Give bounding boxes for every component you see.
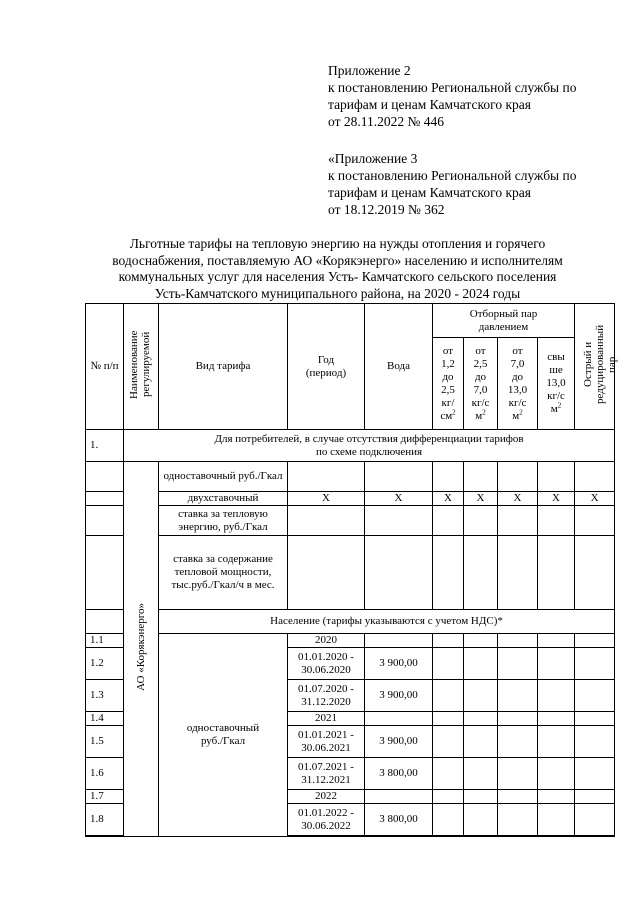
- tariff-capacity-rate: ставка за содержание тепловой мощности, тыс.руб./Гкал/ч в мес.: [159, 536, 288, 610]
- period-cell: 01.01.2022 - 30.06.2022: [288, 804, 365, 836]
- appendix-header-previous: [328, 150, 576, 218]
- period-cell: 01.07.2021 - 31.12.2021: [288, 758, 365, 790]
- period-cell: 01.01.2021 - 30.06.2021: [288, 726, 365, 758]
- header-pressure-3: от 7,0 до 13,0 кг/с $м^2$: [498, 338, 538, 430]
- appendix-line: тарифам и ценам Камчатского края: [328, 97, 531, 112]
- row-num: [86, 610, 124, 634]
- water-value: 3 900,00: [365, 680, 433, 712]
- tariff-single-rate-population: одноставочный руб./Гкал: [159, 634, 288, 837]
- x-mark: Х: [288, 492, 365, 506]
- title-line: Усть-Камчатского муниципального района, на 2020 - 2024 годы: [154, 285, 521, 301]
- header-pressure-4: свы ше 13,0 кг/с $м^2$: [538, 338, 575, 430]
- population-header: Население (тарифы указываются с учетом НДС)*: [159, 610, 615, 634]
- row-num: 1.2: [86, 648, 124, 680]
- x-mark: Х: [538, 492, 575, 506]
- tariff-two-rate: двухставочный: [159, 492, 288, 506]
- row-num: 1.5: [86, 726, 124, 758]
- period-cell: 01.07.2020 - 31.12.2020: [288, 680, 365, 712]
- header-num: № п/п: [86, 304, 124, 430]
- row-num: [86, 836, 124, 837]
- x-mark: Х: [433, 492, 464, 506]
- document-title: [60, 236, 615, 302]
- title-line: Льготные тарифы на тепловую энергию на нужды отопления и горячего: [129, 236, 546, 251]
- header-water: Вода: [365, 304, 433, 430]
- row-num: [86, 506, 124, 536]
- header-tariff-type: Вид тарифа: [159, 304, 288, 430]
- section-title: Для потребителей, в случае отсутствия дифференциации тарифов по схеме подключения: [124, 430, 615, 462]
- appendix-line: от 28.11.2022 № 446: [328, 114, 444, 129]
- water-value: 3 900,00: [365, 648, 433, 680]
- x-mark: Х: [575, 492, 615, 506]
- water-value: [365, 712, 433, 726]
- appendix-header: [328, 62, 576, 130]
- row-num: 1.7: [86, 790, 124, 804]
- period-cell: 2021: [288, 712, 365, 726]
- tariff-single-rate: одноставочный руб./Гкал: [159, 462, 288, 492]
- period-cell: [288, 836, 365, 837]
- water-value: 3 800,00: [365, 804, 433, 836]
- period-cell: 01.01.2020 - 30.06.2020: [288, 648, 365, 680]
- row-num: [86, 492, 124, 506]
- x-mark: Х: [464, 492, 498, 506]
- row-num: [86, 462, 124, 492]
- tariff-table: [85, 303, 618, 837]
- row-num: 1.3: [86, 680, 124, 712]
- row-num: [86, 536, 124, 610]
- x-mark: Х: [365, 492, 433, 506]
- row-num: 1.1: [86, 634, 124, 648]
- header-pressure-1: от 1,2 до 2,5 кг/ $см^2$: [433, 338, 464, 430]
- water-value: [365, 634, 433, 648]
- appendix-line: Приложение 2: [328, 63, 411, 78]
- water-value: 3 900,00: [365, 726, 433, 758]
- appendix-line: «Приложение 3: [328, 151, 418, 166]
- header-year: Год (период): [288, 304, 365, 430]
- header-org: Наименование регулируемой: [124, 304, 159, 430]
- period-cell: 2022: [288, 790, 365, 804]
- header-steam: Отборный пар давлением: [433, 304, 575, 338]
- appendix-line: тарифам и ценам Камчатского края: [328, 185, 531, 200]
- section-num: 1.: [86, 430, 124, 462]
- appendix-line: к постановлению Региональной службы по: [328, 168, 577, 183]
- period-cell: 2020: [288, 634, 365, 648]
- title-line: водоснабжения, поставляемую АО «Корякэнерго» населению и исполнителям: [112, 252, 563, 268]
- header-sharp-steam: Острый и редуцированный пар: [575, 304, 615, 430]
- water-value: [365, 790, 433, 804]
- row-num: 1.8: [86, 804, 124, 836]
- appendix-line: от 18.12.2019 № 362: [328, 202, 445, 217]
- row-num: 1.4: [86, 712, 124, 726]
- water-value: [365, 836, 433, 837]
- water-value: 3 800,00: [365, 758, 433, 790]
- org-name-cell: АО «Корякэнерго»: [124, 462, 159, 837]
- header-pressure-2: от 2,5 до 7,0 кг/с $м^2$: [464, 338, 498, 430]
- appendix-line: к постановлению Региональной службы по: [328, 80, 577, 95]
- row-num: 1.6: [86, 758, 124, 790]
- title-line: коммунальных услуг для населения Усть- Камчатского сельского поселения: [118, 269, 557, 284]
- tariff-heat-rate: ставка за тепловую энергию, руб./Гкал: [159, 506, 288, 536]
- x-mark: Х: [498, 492, 538, 506]
